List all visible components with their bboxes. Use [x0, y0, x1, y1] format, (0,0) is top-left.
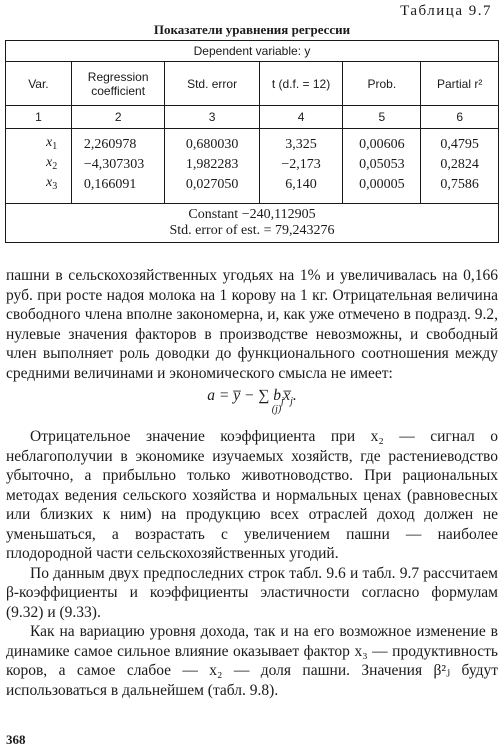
- variable-name: x: [46, 175, 53, 190]
- paragraph: По данным двух предпоследних строк табл. 9.6 и табл. 9.7 рассчитаем β-коэффициенты и коэффициенты эластичности согласно формулам (9.32) и (9.33).: [6, 564, 498, 621]
- paragraph: пашни в сельскохозяйственных угодьях на 1% и увеличивалась на 0,166 руб. при росте надоя молока на 1 корову на 1 кг. Отрицательная величина свободного члена вполне закономерна, и, как уже отмечено в подразд. 9.2, нулевые значения факторов в производстве невозможны, и свободный член выполняет роль доводки до функционального соотношения между средними величинами и экономического смысла не имеет:: [6, 267, 498, 382]
- variable-index: 1: [52, 141, 58, 152]
- t-stat-cell: −2,173: [259, 155, 343, 175]
- partial-r2-cell: 0,2824: [421, 155, 499, 175]
- coefficient-cell: −4,307303: [71, 155, 165, 175]
- variable-cell: [6, 175, 72, 204]
- t-stat-cell: 6,140: [259, 175, 343, 204]
- body-text: [6, 266, 498, 700]
- header-row: [6, 62, 499, 106]
- regression-table: [5, 40, 499, 243]
- variable-name: x: [46, 135, 53, 150]
- table-row: [6, 129, 499, 156]
- coefficient-cell: 2,260978: [71, 129, 165, 156]
- table-label: Таблица 9.7: [400, 3, 492, 19]
- column-number-row: [6, 106, 499, 129]
- formula-tail: x̅: [283, 387, 291, 404]
- paragraph: Как на вариацию уровня дохода, так и на его возможное изменение в динамике самое сильное влияние оказывает фактор x₃ — продуктивность коров, а самое слабое — x₂ — доля пашни. Значения β²ⱼ будут использоваться в дальнейшем (табл. 9.8).: [6, 623, 498, 699]
- table-title: Показатели уравнения регрессии: [153, 22, 351, 37]
- constant-cell: Constant −240,112905: [6, 204, 499, 224]
- variable-cell: [6, 129, 72, 156]
- prob-cell: 0,05053: [343, 155, 421, 175]
- variable-name: x: [46, 155, 53, 170]
- page-number: 368: [6, 732, 26, 747]
- dependent-variable-row: [6, 41, 499, 62]
- header-prob: Prob.: [343, 62, 421, 106]
- header-std-error: Std. error: [165, 62, 259, 106]
- column-number: 4: [259, 106, 343, 129]
- formula-summation-index: (j): [271, 404, 282, 415]
- variable-index: 2: [52, 161, 58, 172]
- variable-index: 3: [52, 181, 58, 192]
- header-var: Var.: [6, 62, 72, 106]
- column-number: 5: [343, 106, 421, 129]
- column-number: 3: [165, 106, 259, 129]
- constant-row: [6, 204, 499, 224]
- variable-cell: [6, 155, 72, 175]
- dependent-variable-cell: Dependent variable: y: [6, 41, 499, 62]
- header-coefficient: Regression coefficient: [71, 62, 165, 106]
- table-row: [6, 175, 499, 204]
- std-error-estimate-cell: Std. error of est. = 79,243276: [6, 223, 499, 243]
- prob-cell: 0,00606: [343, 129, 421, 156]
- partial-r2-cell: 0,4795: [421, 129, 499, 156]
- std-error-cell: 0,027050: [165, 175, 259, 204]
- formula: a = y̅ − ∑ $b_j(j)x̅_j$.: [6, 383, 498, 427]
- coefficient-cell: 0,166091: [71, 175, 165, 204]
- header-partial-r2: Partial r²: [421, 62, 499, 106]
- header-t-stat: t (d.f. = 12): [259, 62, 343, 106]
- paragraph: Отрицательное значение коэффициента при x₂ — сигнал о неблагополучии в экономике изучаемых хозяйств, где растениеводство убыточно, а прибыльно только животноводство. При рациональных методах ведения сельского хозяйства и нормальных ценах (равновесных или близких к ним) на продукцию всех отраслей доход должен не уменьшаться, а возрастать с увеличением пашни — наиболее плодородной части сельскохозяйственных угодий.: [6, 428, 498, 562]
- partial-r2-cell: 0,7586: [421, 175, 499, 204]
- std-error-estimate-row: [6, 223, 499, 243]
- std-error-cell: 1,982283: [165, 155, 259, 175]
- std-error-cell: 0,680030: [165, 129, 259, 156]
- column-number: 1: [6, 106, 72, 129]
- prob-cell: 0,00005: [343, 175, 421, 204]
- table-row: [6, 155, 499, 175]
- t-stat-cell: 3,325: [259, 129, 343, 156]
- column-number: 2: [71, 106, 165, 129]
- column-number: 6: [421, 106, 499, 129]
- formula-main: a = y̅ − ∑ b: [207, 387, 281, 404]
